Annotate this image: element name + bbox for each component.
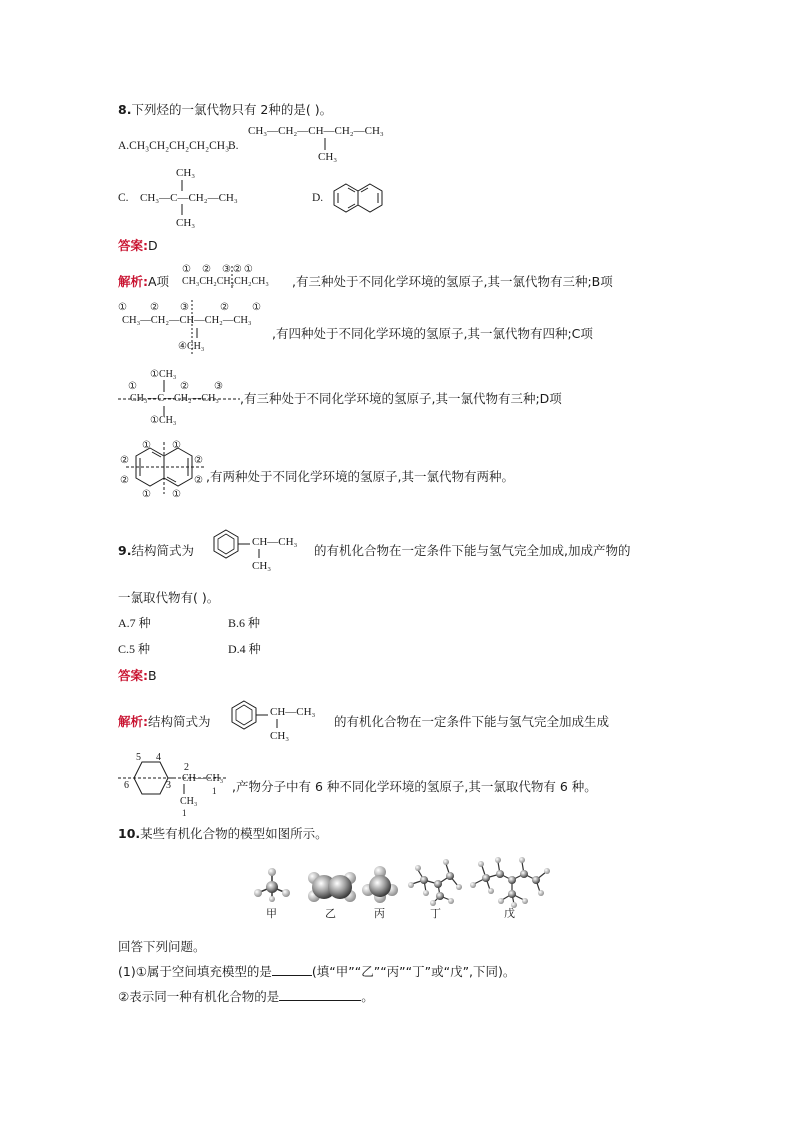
q9-option-c: C.5 种 bbox=[118, 642, 151, 656]
q8-analysis-b-branch: CH₃ bbox=[186, 341, 205, 352]
q9-option-d: D.4 种 bbox=[228, 642, 261, 656]
q8-option-b-branch: CH₃ bbox=[318, 151, 338, 163]
marker: ③ bbox=[214, 381, 223, 392]
model-ding bbox=[408, 859, 462, 906]
marker: ② bbox=[232, 264, 244, 275]
q9-option-a: A.7 种 bbox=[118, 616, 151, 630]
q9-substituent: CH—CH₃ bbox=[252, 536, 298, 548]
marker: ① bbox=[243, 264, 255, 275]
marker: ① bbox=[172, 489, 181, 500]
q8-analysis-label: 解析: bbox=[118, 274, 148, 289]
q9-analysis-tail: ,产物分子中有 6 种不同化学环境的氢原子,其一氯取代物有 6 种。 bbox=[232, 779, 597, 794]
q9-analysis-substituent: CH—CH₃ bbox=[270, 706, 316, 718]
marker: ② bbox=[220, 302, 229, 313]
marker: ③ bbox=[221, 264, 233, 275]
marker: ② bbox=[120, 455, 129, 466]
model-wu bbox=[470, 857, 550, 908]
product-position: 6 bbox=[124, 780, 129, 791]
model-label-bing: 丙 bbox=[374, 907, 385, 920]
q10-sub2-prefix: ②表示同一种有机化合物的是 bbox=[118, 989, 280, 1004]
q8-stem: 下列烃的一氯代物只有 2种的是( )。 bbox=[131, 102, 333, 117]
q9-product-formula: CH—CH₃ bbox=[182, 773, 224, 784]
q8-analysis-a-text: ,有三种处于不同化学环境的氢原子,其一氯代物有三种;B项 bbox=[292, 274, 613, 289]
model-label-wu: 戊 bbox=[504, 907, 515, 920]
model-yi bbox=[308, 872, 356, 902]
q10-sub1-prefix: (1)①属于空间填充模型的是 bbox=[118, 964, 272, 979]
marker: ① bbox=[128, 381, 137, 392]
q10-stem: 某些有机化合物的模型如图所示。 bbox=[140, 826, 328, 841]
marker: ② bbox=[120, 475, 129, 486]
marker: ① bbox=[142, 440, 151, 451]
marker: ② bbox=[194, 475, 203, 486]
marker: ② bbox=[150, 302, 159, 313]
q8-number: 8. bbox=[118, 102, 132, 117]
q9-substituent-branch: CH₃ bbox=[252, 560, 272, 572]
q9-analysis-suffix: 的有机化合物在一定条件下能与氢气完全加成生成 bbox=[334, 714, 610, 729]
product-position: 4 bbox=[156, 752, 161, 763]
product-position: 2 bbox=[184, 762, 189, 773]
q9-answer-label: 答案: bbox=[118, 668, 148, 683]
q8-answer-value: D bbox=[148, 238, 158, 253]
q8-analysis-b-text: ,有四种处于不同化学环境的氢原子,其一氯代物有四种;C项 bbox=[272, 326, 593, 341]
q9-product-branch: CH₃ bbox=[180, 796, 198, 807]
q9-analysis-prefix: 结构简式为 bbox=[148, 714, 211, 729]
q8-option-c-top: CH₃ bbox=[176, 167, 196, 179]
q8-option-c-label: C. bbox=[118, 192, 129, 204]
q10-sub2 bbox=[118, 988, 374, 1004]
q10-sub1 bbox=[118, 963, 515, 979]
q8-option-c-bottom: CH₃ bbox=[176, 217, 196, 229]
q9-stem-line2: 一氯取代物有( )。 bbox=[118, 590, 220, 605]
q8-analysis-c-bottom: CH₃ bbox=[158, 415, 177, 426]
marker: ① bbox=[150, 369, 159, 380]
marker: ② bbox=[201, 264, 213, 275]
q10-sub1-suffix: (填“甲”“乙”“丙”“丁”或“戊”,下同)。 bbox=[311, 964, 516, 979]
q9-number: 9. bbox=[118, 543, 132, 558]
q10-sub2-blank[interactable] bbox=[279, 988, 361, 1001]
q8-option-b-formula: CH₃—CH₂—CH—CH₂—CH₃ bbox=[248, 125, 384, 137]
marker: ① bbox=[252, 302, 261, 313]
q9-analysis-label: 解析: bbox=[118, 714, 148, 729]
marker: ① bbox=[150, 415, 159, 426]
q9-stem-suffix: 的有机化合物在一定条件下能与氢气完全加成,加成产物的 bbox=[314, 543, 631, 558]
q10-prompt: 回答下列问题。 bbox=[118, 939, 206, 954]
product-position: 5 bbox=[136, 752, 141, 763]
q8-answer-label: 答案: bbox=[118, 238, 148, 253]
marker: ② bbox=[194, 455, 203, 466]
q9-option-b: B.6 种 bbox=[228, 616, 261, 630]
q10-sub2-suffix: 。 bbox=[361, 989, 374, 1004]
marker: ① bbox=[142, 489, 151, 500]
marker: ① bbox=[118, 302, 127, 313]
q8-option-b-label: B. bbox=[228, 140, 239, 152]
model-label-ding: 丁 bbox=[430, 907, 441, 920]
q8-analysis-c-text: ,有三种处于不同化学环境的氢原子,其一氯代物有三种;D项 bbox=[240, 391, 562, 406]
q10-sub1-blank[interactable] bbox=[272, 963, 312, 976]
q8-analysis-d-text: ,有两种处于不同化学环境的氢原子,其一氯代物有两种。 bbox=[206, 469, 514, 484]
product-position: 3 bbox=[166, 780, 171, 791]
product-position: 1 bbox=[212, 786, 217, 796]
q8-option-c-formula: CH₃—C—CH₂—CH₃ bbox=[140, 192, 238, 204]
q8-option-a: A.CH₃CH₂CH₂CH₂CH₃ bbox=[118, 140, 230, 152]
marker: ③ bbox=[180, 302, 189, 313]
q9-stem-prefix: 结构简式为 bbox=[131, 543, 194, 558]
q10-number: 10. bbox=[118, 826, 141, 841]
model-bing bbox=[362, 866, 398, 903]
model-jia bbox=[254, 868, 290, 902]
product-position: 1 bbox=[182, 808, 187, 818]
marker: ② bbox=[180, 381, 189, 392]
q8-option-d-label: D. bbox=[312, 192, 324, 204]
model-label-jia: 甲 bbox=[266, 907, 277, 920]
marker: ④ bbox=[178, 341, 187, 352]
q8-analysis-c-formula: CH₃—C—CH₂—CH₃ bbox=[130, 393, 219, 404]
q8-analysis-a-prefix: A项 bbox=[148, 274, 170, 289]
q8-analysis-c-top: CH₃ bbox=[158, 369, 177, 380]
marker: ① bbox=[172, 440, 181, 451]
marker: ① bbox=[182, 264, 193, 275]
q8-analysis-a-formula: CH₃CH₂CH₂CH₂CH₃ bbox=[182, 276, 269, 287]
q8-analysis-b-formula: CH₃—CH₂—CH—CH₂—CH₃ bbox=[122, 315, 252, 326]
model-label-yi: 乙 bbox=[325, 907, 336, 920]
q9-analysis-substituent-branch: CH₃ bbox=[270, 730, 290, 742]
q9-answer-value: B bbox=[148, 668, 157, 683]
